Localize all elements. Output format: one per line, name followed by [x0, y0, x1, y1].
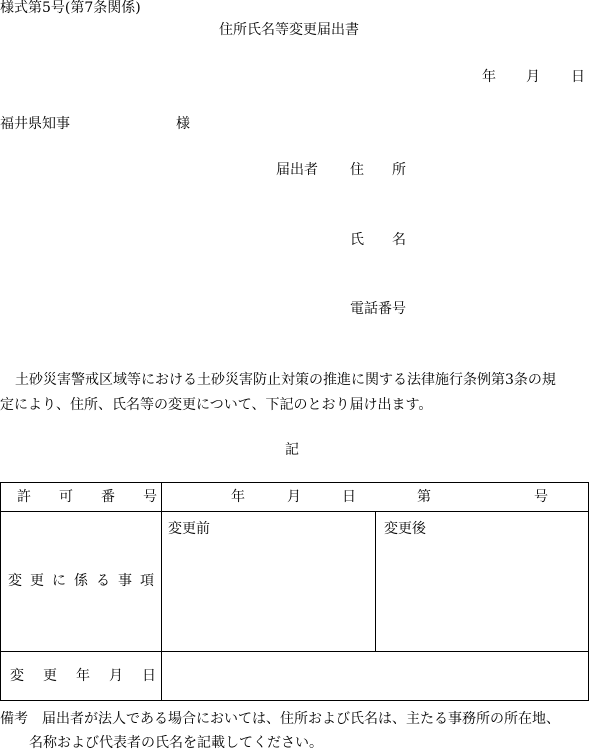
- addressee-name: 福井県知事: [0, 116, 70, 132]
- change-date-char: 月: [109, 668, 123, 684]
- change-items-char: 係: [74, 573, 88, 589]
- body-paragraph-line-1: 土砂災害警戒区域等における土砂災害防止対策の推進に関する法律施行条例第3条の規: [15, 372, 556, 388]
- remarks-line-2: 名称および代表者の氏名を記載してください。: [29, 735, 323, 751]
- permit-number-dai: 第: [417, 489, 431, 505]
- name-label: 氏 名: [350, 232, 406, 248]
- ki-heading: 記: [285, 442, 299, 458]
- change-items-char: 事: [118, 573, 132, 589]
- permit-number-char: 号: [143, 489, 157, 505]
- permit-change-table: [0, 482, 589, 701]
- permit-number-char: 許: [17, 489, 31, 505]
- table-row-divider: [1, 511, 588, 512]
- change-date-char: 年: [76, 668, 90, 684]
- change-date-char: 更: [43, 668, 57, 684]
- body-paragraph-line-2: 定により、住所、氏名等の変更について、下記のとおり届け出ます。: [0, 397, 433, 413]
- change-items-char: る: [96, 573, 110, 589]
- permit-date-month: 月: [287, 489, 301, 505]
- before-change-label: 変更前: [168, 521, 210, 537]
- table-column-divider: [161, 483, 162, 700]
- date-day-label: 日: [571, 69, 585, 85]
- phone-label: 電話番号: [350, 301, 406, 317]
- date-year-label: 年: [482, 69, 496, 85]
- permit-number-char: 番: [101, 489, 115, 505]
- permit-date-year: 年: [231, 489, 245, 505]
- change-items-char: 項: [140, 573, 154, 589]
- change-items-char: 更: [30, 573, 44, 589]
- change-date-char: 変: [10, 668, 24, 684]
- after-change-label: 変更後: [384, 521, 426, 537]
- address-label: 住 所: [350, 162, 406, 178]
- permit-number-go: 号: [534, 489, 548, 505]
- document-title: 住所氏名等変更届出書: [219, 22, 359, 38]
- change-items-char: 変: [8, 573, 22, 589]
- change-items-char: に: [52, 573, 66, 589]
- table-row-divider: [1, 651, 588, 652]
- permit-date-day: 日: [342, 489, 356, 505]
- remarks-line-1: 備考 届出者が法人である場合においては、住所および氏名は、主たる事務所の所在地、: [0, 711, 560, 727]
- form-number: 様式第5号(第7条関係): [0, 0, 141, 16]
- date-month-label: 月: [526, 69, 540, 85]
- applicant-label: 届出者: [276, 162, 318, 178]
- addressee-honorific: 様: [176, 116, 190, 132]
- permit-number-char: 可: [59, 489, 73, 505]
- table-column-divider: [375, 511, 376, 651]
- change-date-char: 日: [142, 668, 156, 684]
